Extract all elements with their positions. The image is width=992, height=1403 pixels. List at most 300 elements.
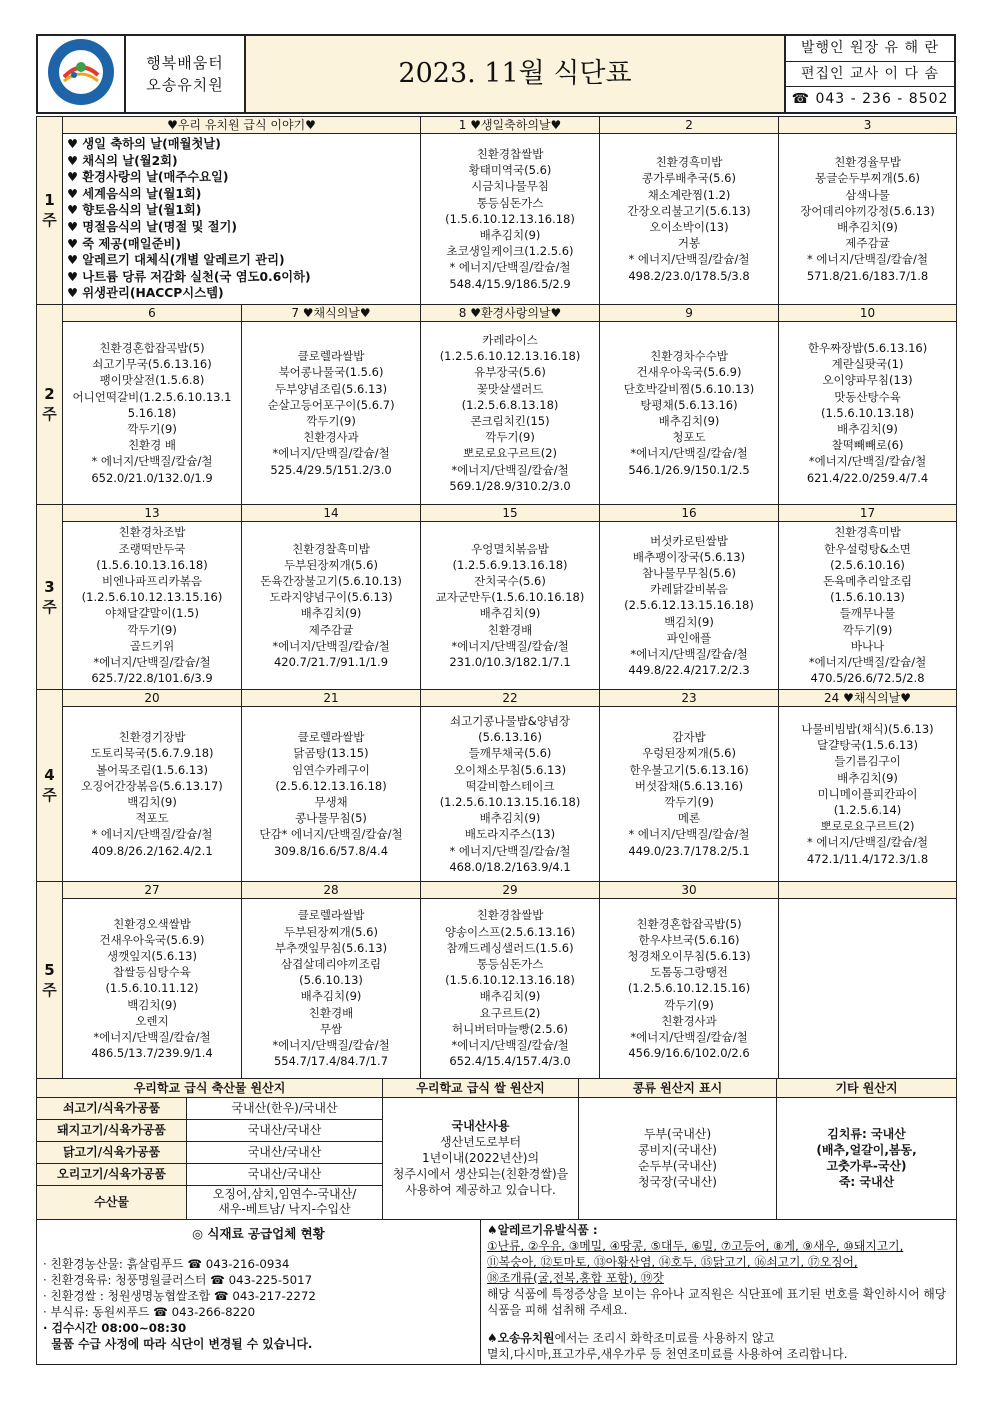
rice-line: 청주시에서 생산되는(친환경쌀)을: [392, 1167, 569, 1182]
menu-line: 친환경사과: [303, 430, 359, 445]
menu-line: 546.1/26.9/150.1/2.5: [628, 462, 750, 477]
etc-line: (배추,얼갈이,봄동,: [816, 1143, 917, 1158]
week-5-label: 5 주: [37, 881, 63, 1078]
menu-line: * 에너지/단백질/칼슘/철: [807, 252, 929, 267]
menu-line: 친환경기장밥: [118, 730, 186, 745]
menu-line: 단감* 에너지/단백질/칼슘/철: [259, 827, 403, 842]
menu-line: 들깨무채국(5.6): [468, 746, 552, 761]
menu-table: [36, 116, 957, 1079]
school-name-line1: 행복배움터: [146, 54, 224, 72]
menu-line: 돈육메추리알조림: [823, 574, 912, 589]
menu-line: 유부장국(5.6): [474, 365, 546, 380]
menu-line: 어니언떡갈비(1.2.5.6.10.13.1: [72, 389, 232, 404]
week-4-label: 4 주: [37, 689, 63, 881]
week-3-label: 3 주: [37, 504, 63, 689]
menu-line: 쇠고기콩나물밥&양념장: [449, 713, 571, 728]
allergy-box: [481, 1219, 957, 1364]
menu-line: 잔치국수(5.6): [474, 574, 546, 589]
bean-line: 청국장(국내산): [638, 1175, 717, 1190]
menu-line: 채소계란찜(1.2): [647, 187, 731, 202]
menu-line: 친환경차조밥: [118, 525, 186, 540]
menu-line: 통등심돈가스: [476, 957, 544, 972]
kindergarten-logo-icon: [46, 37, 116, 107]
menu-line: 오이채소무침(5.6.13): [453, 762, 567, 777]
empty-day: [779, 898, 957, 1078]
story-item: ♥ 알레르기 대체식(개별 알레르기 관리): [67, 253, 285, 268]
day-28-header: 28: [242, 881, 421, 898]
menu-line: (1.2.5.6.8.13.18): [461, 397, 559, 412]
day-menu: [63, 321, 242, 504]
menu-line: (2.5.6.12.13.15.16.18): [624, 598, 754, 613]
menu-line: 제주감귤: [845, 236, 890, 251]
menu-line: 북어콩나물국(1.5.6): [278, 365, 384, 380]
menu-line: 야채달걀말이(1.5): [105, 606, 199, 621]
menu-line: 친환경율무밥: [834, 155, 901, 170]
menu-line: 우렁된장찌개(5.6): [642, 746, 736, 761]
menu-line: 470.5/26.6/72.5/2.8: [810, 671, 925, 686]
menu-line: 625.7/22.8/101.6/3.9: [91, 671, 213, 686]
menu-line: 양송이스프(2.5.6.13.16): [444, 924, 576, 939]
rice-origin-title: 우리학교 급식 쌀 원산지: [383, 1078, 579, 1097]
menu-line: * 에너지/단백질/칼슘/철: [91, 827, 213, 842]
menu-line: 무생채: [314, 794, 348, 809]
menu-line: 계란실팟국(1): [831, 357, 904, 372]
menu-line: 탕평채(5.6.13.16): [640, 397, 738, 412]
day-menu: [242, 321, 421, 504]
day-13-header: 13: [63, 504, 242, 521]
day-10-header: 10: [779, 304, 957, 321]
menu-line: 떡갈비함스테이크: [465, 778, 555, 793]
menu-line: 배추김치(9): [837, 219, 898, 234]
etc-line: 죽: 국내산: [838, 1175, 895, 1190]
menu-line: * 에너지/단백질/칼슘/철: [628, 252, 750, 267]
msg-title: ♠오송유치원: [487, 1330, 555, 1345]
menu-line: 닭곰탕(13.15): [293, 746, 369, 761]
menu-line: 배추김치(9): [300, 606, 362, 621]
menu-line: 생깻잎지(5.6.13): [107, 948, 197, 963]
story-header: ♥우리 유치원 급식 이야기♥: [63, 117, 421, 134]
menu-line: 친환경사과: [661, 1013, 717, 1028]
publisher: 발행인 원장 유 해 란: [786, 36, 954, 62]
school-name: [125, 35, 245, 113]
origin-label: 닭고기/식육가공품: [37, 1141, 187, 1163]
menu-line: 제주감귤: [308, 622, 354, 637]
menu-line: 652.0/21.0/132.0/1.9: [91, 470, 213, 485]
msg-text: 에서는 조리시 화학조미료를 사용하지 않고: [554, 1330, 775, 1345]
menu-line: 친환경찹쌀밥: [476, 147, 544, 162]
menu-line: 오이소박이(13): [649, 219, 729, 234]
menu-line: 배추팽이장국(5.6.13): [632, 549, 746, 564]
rice-line: 1년이내(2022년산)의: [421, 1151, 540, 1166]
menu-line: 버섯카로틴쌀밥: [650, 533, 728, 548]
menu-line: (5.6.10.13): [299, 973, 363, 988]
menu-line: 우엉멸치볶음밥: [471, 541, 549, 556]
menu-line: 569.1/28.9/310.2/3.0: [449, 478, 571, 493]
day-menu: [600, 521, 779, 689]
menu-line: 한우샤브국(5.6.16): [638, 932, 740, 947]
menu-line: * 에너지/단백질/칼슘/철: [628, 827, 750, 842]
menu-line: 돈육간장불고기(5.6.10.13): [260, 574, 402, 589]
editor: 편집인 교사 이 다 솜: [786, 62, 954, 88]
menu-line: 두부양념조림(5.6.13): [274, 381, 388, 396]
bean-origin-title: 콩류 원산지 표시: [579, 1078, 777, 1097]
bean-origin: [579, 1097, 777, 1219]
menu-line: 친환경찹쌀밥: [476, 908, 544, 923]
menu-line: 클로렐라쌀밥: [297, 349, 365, 364]
day-15-header: 15: [421, 504, 600, 521]
menu-line: 콩나물무침(5): [295, 811, 367, 826]
menu-line: 콩가루배추국(5.6): [642, 171, 736, 186]
menu-line: *에너지/단백질/칼슘/철: [630, 1029, 748, 1044]
menu-line: 409.8/26.2/162.4/2.1: [91, 843, 213, 858]
day-9-header: 9: [600, 304, 779, 321]
menu-line: 472.1/11.4/172.3/1.8: [806, 851, 929, 866]
menu-line: 간장오리불고기(5.6.13): [627, 203, 751, 218]
allergy-line: ⑱조개류(굴,전복,홍합 포함), ⑲잣: [487, 1270, 664, 1285]
menu-line: 바나나: [850, 638, 885, 653]
menu-line: 볼어묵조림(1.5.6.13): [95, 762, 209, 777]
menu-line: (5.6.13.16): [478, 730, 542, 745]
menu-line: 파인애플: [666, 630, 712, 645]
menu-line: 621.4/22.0/259.4/7.4: [806, 470, 929, 485]
menu-line: * 에너지/단백질/칼슘/철: [449, 260, 571, 275]
menu-line: * 에너지/단백질/칼슘/철: [807, 835, 929, 850]
school-name-line2: 오송유치원: [146, 76, 224, 94]
menu-line: 통등심돈가스: [476, 195, 544, 210]
menu-line: 554.7/17.4/84.7/1.7: [273, 1054, 389, 1069]
week-2-label: 2 주: [37, 304, 63, 504]
menu-line: 오렌지: [135, 1013, 169, 1028]
menu-line: 건새우아욱국(5.6.9): [99, 932, 205, 947]
menu-line: 친환경찰흑미밥: [292, 541, 370, 556]
menu-line: 깍두기(9): [485, 430, 535, 445]
menu-line: (1.5.6.10.13.16.18): [96, 557, 208, 572]
menu-line: *에너지/단백질/칼슘/철: [451, 1038, 569, 1053]
menu-line: 장어데리야끼강정(5.6.13): [800, 203, 935, 218]
day-8-header: 8 ♥환경사랑의날♥: [421, 304, 600, 321]
day-menu: [63, 898, 242, 1078]
menu-line: 나물비빔밥(채식)(5.6.13): [801, 722, 934, 737]
menu-line: 순살고등어포구이(5.6.7): [267, 397, 395, 412]
menu-line: 468.0/18.2/163.9/4.1: [449, 859, 571, 874]
rice-line: 사용하여 제공하고 있습니다.: [405, 1183, 556, 1198]
day-menu: [242, 521, 421, 689]
menu-line: 친환경오색쌀밥: [113, 916, 191, 931]
rice-origin: [383, 1097, 579, 1219]
allergy-note: 해당 식품에 특정증상을 보이는 유아나 교직원은 식단표에 표기된 번호를 확인하시어 해당식품을 피해 섭취해 주세요.: [487, 1286, 947, 1317]
day-menu: [421, 521, 600, 689]
menu-line: 뽀로로요구르트(2): [462, 446, 558, 461]
menu-line: *에너지/단백질/칼슘/철: [808, 655, 927, 670]
menu-line: 감자밥: [672, 730, 706, 745]
origin-label: 쇠고기/식육가공품: [37, 1097, 187, 1119]
menu-line: (1.5.6.10.12.13.16.18): [445, 973, 575, 988]
supplier-title: ◎ 식재료 공급업체 현황: [192, 1225, 325, 1241]
menu-line: 교자군만두(1.5.6.10.16.18): [435, 590, 585, 605]
day-3-header: 3: [779, 117, 957, 134]
day-menu: [63, 521, 242, 689]
day-20-header: 20: [63, 689, 242, 706]
story-item: ♥ 향토음식의 날(월1회): [67, 203, 202, 218]
day-23-header: 23: [600, 689, 779, 706]
origin-value: 국내산(한우)/국내산: [187, 1097, 383, 1119]
menu-line: * 에너지/단백질/칼슘/철: [449, 843, 571, 858]
menu-line: (1.2.5.6.10.12.13.16.18): [439, 349, 581, 364]
menu-line: *에너지/단백질/칼슘/철: [630, 446, 748, 461]
day-menu: [779, 321, 957, 504]
supplier-box: [37, 1219, 481, 1364]
menu-line: 배추김치(9): [479, 811, 541, 826]
menu-line: 거봉: [677, 236, 701, 251]
msg-line: [487, 1330, 950, 1346]
menu-line: (1.5.6.10.13): [830, 590, 905, 605]
menu-line: 카레닭갈비볶음: [650, 582, 728, 597]
menu-line: 청포도: [672, 430, 706, 445]
day-menu: [600, 321, 779, 504]
story-item: ♥ 채식의 날(월2회): [67, 153, 178, 168]
menu-line: 도토리묵국(5.6.7.9.18): [90, 746, 214, 761]
menu-line: 오이양파무침(13): [822, 373, 913, 388]
menu-line: 깍두기(9): [127, 622, 177, 637]
day-7-header: 7 ♥채식의날♥: [242, 304, 421, 321]
bean-line: 두부(국내산): [643, 1127, 712, 1142]
msg-line-2: 멸치,다시마,표고가루,새우가루 등 천연조미료를 사용하여 조리합니다.: [487, 1346, 848, 1361]
menu-line: (1.2.5.6.10.12.15.16): [627, 981, 751, 996]
menu-line: 친환경 배: [127, 438, 177, 453]
day-menu: [242, 706, 421, 881]
menu-line: 420.7/21.7/91.1/1.9: [273, 655, 389, 670]
menu-line: 메론: [677, 811, 701, 826]
menu-line: 도라지양념구이(5.6.13): [269, 590, 393, 605]
school-logo: [37, 35, 125, 113]
menu-line: 맛동산탕수육: [834, 389, 901, 404]
menu-line: 배도라지주스(13): [464, 827, 556, 842]
menu-line: 5.16.18): [127, 405, 177, 420]
menu-line: 한우짜장밥(5.6.13.16): [807, 341, 928, 356]
menu-line: *에너지/단백질/칼슘/철: [272, 638, 390, 653]
day-29-header: 29: [421, 881, 600, 898]
menu-line: 548.4/15.9/186.5/2.9: [449, 276, 571, 291]
inspect-time: · 검수시간 08:00~08:30: [43, 1320, 187, 1335]
menu-line: 한우설렁탕&소면: [824, 541, 911, 556]
origin-value: 오징어,삼치,임연수-국내산/ 새우-베트남/ 낙지-수입산: [187, 1185, 383, 1219]
origin-value: 국내산/국내산: [187, 1141, 383, 1163]
day-2-header: 2: [600, 117, 779, 134]
menu-line: (1.2.5.6.14): [833, 803, 902, 818]
menu-line: * 에너지/단백질/칼슘/철: [91, 454, 213, 469]
menu-line: 무쌈: [319, 1021, 343, 1036]
story-item: ♥ 세계음식의 날(월1회): [67, 186, 202, 201]
menu-line: 삼색나물: [845, 187, 890, 202]
menu-line: 두부된장찌개(5.6): [284, 924, 378, 939]
bean-line: 콩비지(국내산): [638, 1143, 717, 1158]
menu-line: 친환경흑미밥: [655, 155, 723, 170]
menu-line: 뽀로로요구르트(2): [820, 819, 915, 834]
menu-line: 깍두기(9): [127, 422, 177, 437]
day-menu: [600, 134, 779, 305]
supplier-line: · 친환경육류: 청풍명월클러스터 ☎ 043-225-5017: [43, 1272, 313, 1287]
empty-day-header: [779, 881, 957, 898]
menu-line: (1.5.6.10.12.13.16.18): [445, 211, 575, 226]
origin-value: 국내산/국내산: [187, 1119, 383, 1141]
menu-line: 652.4/15.4/157.4/3.0: [449, 1054, 571, 1069]
menu-line: 깍두기(9): [664, 794, 714, 809]
origin-label: 돼지고기/식육가공품: [37, 1119, 187, 1141]
menu-line: 찹쌀등심탕수육: [113, 965, 191, 980]
day-menu: [600, 706, 779, 881]
menu-line: 486.5/13.7/239.9/1.4: [91, 1046, 213, 1061]
publisher-box: [785, 35, 955, 113]
story-item: ♥ 생일 축하의 날(매월첫날): [67, 137, 221, 151]
day-menu: [63, 706, 242, 881]
menu-line: 449.8/22.4/217.2/2.3: [628, 663, 750, 678]
menu-line: (1.5.6.10.13.18): [820, 405, 915, 420]
menu-line: 깍두기(9): [306, 413, 356, 428]
supplier-line: · 친환경농산물: 흙살림푸드 ☎ 043-216-0934: [43, 1256, 290, 1271]
menu-line: 배추김치(9): [479, 228, 541, 243]
menu-line: *에너지/단백질/칼슘/철: [93, 655, 211, 670]
meat-origin-title: 우리학교 급식 축산물 원산지: [37, 1078, 383, 1097]
menu-line: 깍두기(9): [664, 997, 714, 1012]
origin-value: 국내산/국내산: [187, 1163, 383, 1185]
day-27-header: 27: [63, 881, 242, 898]
etc-line: 김치류: 국내산: [827, 1127, 906, 1142]
menu-line: 571.8/21.6/183.7/1.8: [806, 268, 929, 283]
supplier-line: · 친환경쌀 : 청원생명농협쌀조합 ☎ 043-217-2272: [43, 1288, 316, 1303]
menu-line: 황태미역국(5.6): [468, 163, 552, 178]
menu-line: 클로렐라쌀밥: [297, 908, 365, 923]
menu-line: *에너지/단백질/칼슘/철: [272, 1038, 390, 1053]
menu-line: *에너지/단백질/칼슘/철: [808, 454, 927, 469]
menu-line: 배추김치(9): [300, 989, 362, 1004]
menu-line: 498.2/23.0/178.5/3.8: [628, 268, 750, 283]
menu-line: 꽃맛살샐러드: [476, 381, 544, 396]
allergy-line: ⑪복숭아, ⑫토마토, ⑬아황산염, ⑭호두, ⑮닭고기, ⑯쇠고기, ⑰오징어,: [487, 1254, 858, 1269]
page-title: 2023. 11월 식단표: [245, 35, 785, 113]
day-menu: [779, 521, 957, 689]
menu-line: 친환경흑미밥: [834, 525, 901, 540]
day-14-header: 14: [242, 504, 421, 521]
day-21-header: 21: [242, 689, 421, 706]
etc-origin: [777, 1097, 957, 1219]
menu-line: 초코생일케이크(1.2.5.6): [446, 244, 574, 259]
menu-line: 비엔나파프리카볶음: [102, 574, 202, 589]
menu-line: 525.4/29.5/151.2/3.0: [270, 462, 392, 477]
menu-line: 배추김치(9): [479, 989, 541, 1004]
menu-line: 골드키위: [129, 638, 175, 653]
menu-line: (1.2.5.6.10.13.15.16.18): [439, 794, 581, 809]
menu-line: *에너지/단백질/칼슘/철: [451, 638, 569, 653]
menu-line: 배추김치(9): [658, 413, 720, 428]
menu-line: 친환경차수수밥: [650, 349, 728, 364]
menu-line: 친환경혼합잡곡밥(5): [99, 341, 205, 356]
menu-line: 쇠고기무국(5.6.13.16): [92, 357, 212, 372]
day-1-header: 1 ♥생일축하의날♥: [421, 117, 600, 134]
menu-sheet: [36, 34, 956, 1365]
day-menu: [421, 898, 600, 1078]
header-table: [36, 34, 956, 114]
day-menu: [242, 898, 421, 1078]
day-30-header: 30: [600, 881, 779, 898]
story-item: ♥ 나트륨 당류 저감화 실천(국 염도0.6이하): [67, 269, 311, 284]
menu-line: 깍두기(9): [842, 622, 893, 637]
menu-line: (1.2.5.6.9.13.16.18): [452, 557, 568, 572]
menu-line: 허니버터마늘빵(2.5.6): [452, 1021, 569, 1036]
menu-line: 카레라이스: [482, 332, 538, 347]
origin-label: 오리고기/식육가공품: [37, 1163, 187, 1185]
etc-origin-title: 기타 원산지: [777, 1078, 957, 1097]
menu-line: *에너지/단백질/칼슘/철: [630, 646, 748, 661]
menu-line: 삼겹살데리야끼조림: [281, 957, 381, 972]
menu-line: *에너지/단백질/칼슘/철: [451, 462, 569, 477]
menu-line: 배추김치(9): [479, 606, 541, 621]
menu-line: (2.5.6.12.13.16.18): [275, 778, 387, 793]
menu-line: 들기름김구이: [834, 754, 901, 769]
menu-line: 임연수카레구이: [292, 762, 370, 777]
day-menu: [779, 134, 957, 305]
rice-line: 생산년도로부터: [439, 1135, 522, 1150]
allergy-title: ♠알레르기유발식품 :: [487, 1222, 598, 1237]
menu-line: 적포도: [135, 811, 169, 826]
menu-line: 청경채오이무침(5.6.13): [627, 948, 751, 963]
supplier-line: · 부식류: 동원씨푸드 ☎ 043-266-8220: [43, 1304, 256, 1319]
menu-line: 요구르트(2): [479, 1005, 541, 1020]
story-item: ♥ 환경사랑의 날(매주수요일): [67, 170, 229, 185]
phone: ☎ 043 - 236 - 8502: [791, 91, 949, 108]
day-menu: [421, 706, 600, 881]
menu-line: 들깨무나물: [839, 606, 896, 621]
menu-line: (1.2.5.6.10.12.13.15.16): [81, 590, 223, 605]
story-list: [63, 134, 421, 305]
menu-line: 버섯잡채(5.6.13.16): [634, 778, 744, 793]
day-22-header: 22: [421, 689, 600, 706]
footer-table: [36, 1219, 957, 1365]
menu-line: 달걀탕국(1.5.6.13): [817, 738, 918, 753]
menu-line: (1.5.6.10.11.12): [105, 981, 199, 996]
day-16-header: 16: [600, 504, 779, 521]
story-item: ♥ 위생관리(HACCP시스템): [67, 286, 224, 301]
menu-line: 참나물무무침(5.6): [642, 565, 736, 580]
menu-line: *에너지/단백질/칼슘/철: [93, 1029, 211, 1044]
menu-line: 456.9/16.6/102.0/2.6: [628, 1046, 750, 1061]
change-notice: 물품 수급 사정에 따라 식단이 변경될 수 있습니다.: [43, 1336, 313, 1351]
menu-line: 한우불고기(5.6.13.16): [629, 762, 749, 777]
menu-line: 시금치나물무침: [471, 179, 549, 194]
menu-line: 배추김치(9): [837, 770, 898, 785]
menu-line: 백김치(9): [127, 794, 177, 809]
menu-line: 친환경혼합잡곡밥(5): [636, 916, 742, 931]
day-menu: [600, 898, 779, 1078]
menu-line: 친환경배: [487, 622, 533, 637]
day-menu: [779, 706, 957, 881]
day-6-header: 6: [63, 304, 242, 321]
menu-line: 백김치(9): [664, 614, 714, 629]
menu-line: 단호박갈비찜(5.6.10.13): [623, 381, 755, 396]
menu-line: 몽글순두부찌개(5.6): [815, 171, 921, 186]
menu-line: 찰떡빼빼로(6): [831, 438, 904, 453]
menu-line: 두부된장찌개(5.6): [284, 557, 378, 572]
menu-line: 건새우아욱국(5.6.9): [636, 365, 742, 380]
day-menu: [421, 134, 600, 305]
bean-line: 순두부(국내산): [638, 1159, 717, 1174]
allergy-line: ①난류, ②우유, ③메밀, ④땅콩, ⑤대두, ⑥밀, ⑦고등어, ⑧게, ⑨새우, ⑩돼지고기,: [487, 1238, 904, 1253]
menu-line: *에너지/단백질/칼슘/철: [272, 446, 390, 461]
day-24-header: 24 ♥채식의날♥: [779, 689, 957, 706]
menu-line: 오징어간장볶음(5.6.13.17): [81, 778, 223, 793]
menu-line: 부추깻잎무침(5.6.13): [274, 940, 388, 955]
menu-line: 콘크림치킨(15): [470, 413, 550, 428]
menu-line: 참깨드레싱샐러드(1.5.6): [446, 940, 574, 955]
